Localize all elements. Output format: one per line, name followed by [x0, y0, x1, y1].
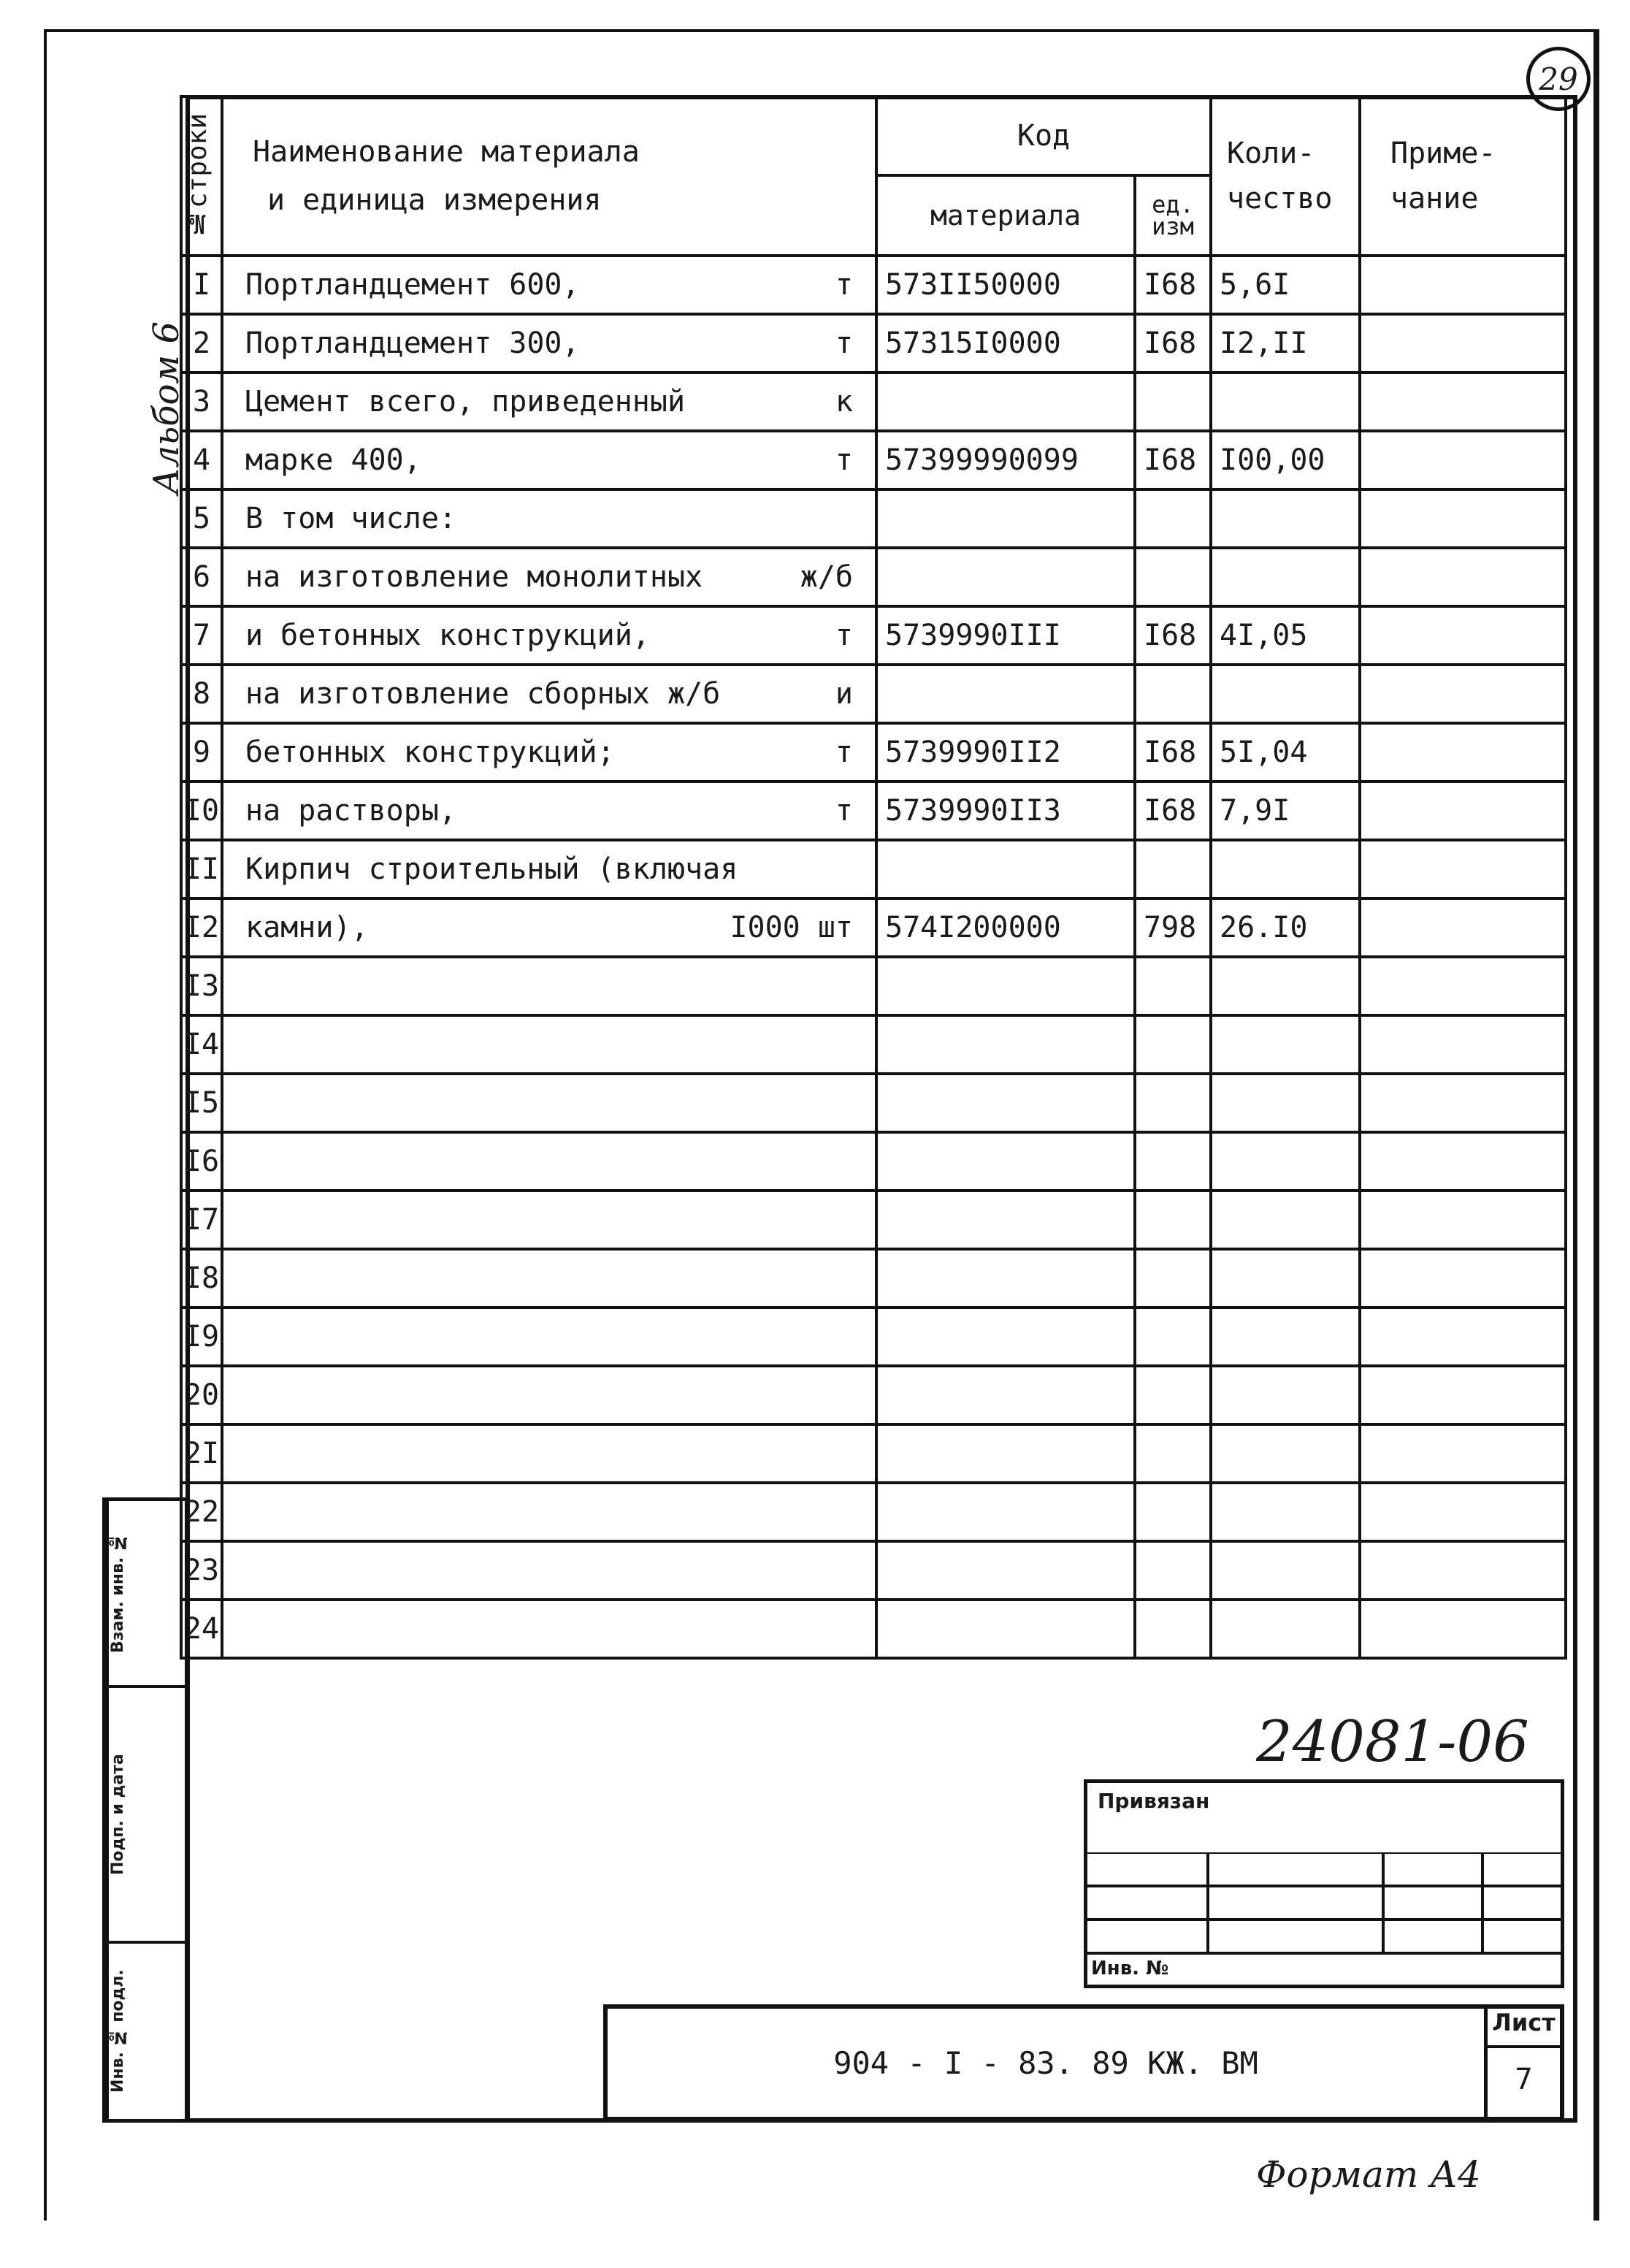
- row-unit: т: [835, 443, 853, 477]
- row-number: I0: [181, 782, 222, 840]
- row-note: [1360, 1366, 1566, 1424]
- row-name: [222, 1541, 876, 1600]
- row-name-text: бетонных конструкций;: [245, 736, 615, 769]
- table-row: [181, 723, 1566, 782]
- table-row: [181, 431, 1566, 489]
- row-name: [222, 898, 876, 957]
- row-qty: [1211, 373, 1360, 431]
- list-cell: [1484, 2009, 1560, 2117]
- row-number: I2: [181, 898, 222, 957]
- row-name: [222, 1074, 876, 1132]
- header-qty: [1211, 96, 1360, 256]
- row-qty: [1211, 1483, 1360, 1541]
- row-name: [222, 489, 876, 548]
- row-qty: [1211, 1424, 1360, 1483]
- row-name-text: и бетонных конструкций,: [245, 619, 650, 652]
- row-name-text: Портландцемент 300,: [245, 327, 580, 360]
- row-note: [1360, 1015, 1566, 1074]
- row-code: [876, 1366, 1135, 1424]
- row-note: [1360, 1541, 1566, 1600]
- row-note: [1360, 1424, 1566, 1483]
- row-code: [876, 1015, 1135, 1074]
- row-code: [876, 1307, 1135, 1366]
- table-row: [181, 1015, 1566, 1074]
- row-uom: [1135, 1424, 1211, 1483]
- row-qty: [1211, 1132, 1360, 1191]
- table-row: [181, 665, 1566, 723]
- row-code: [876, 1132, 1135, 1191]
- row-qty: [1211, 1015, 1360, 1074]
- row-name: [222, 665, 876, 723]
- row-qty: [1211, 665, 1360, 723]
- row-note: [1360, 957, 1566, 1015]
- row-name: [222, 723, 876, 782]
- header-name: [222, 96, 876, 256]
- row-note: [1360, 373, 1566, 431]
- row-uom: [1135, 957, 1211, 1015]
- row-qty: I00,00: [1211, 431, 1360, 489]
- row-unit: к: [835, 385, 853, 419]
- row-number: 24: [181, 1600, 222, 1658]
- header-qty-line2: чество: [1227, 182, 1333, 215]
- row-name-text: Цемент всего, приведенный: [245, 385, 686, 419]
- row-name: [222, 1132, 876, 1191]
- row-uom: [1135, 1600, 1211, 1658]
- row-note: [1360, 1249, 1566, 1307]
- row-name: [222, 1424, 876, 1483]
- list-value: 7: [1515, 2063, 1533, 2096]
- row-name: [222, 548, 876, 606]
- side-stamp: [102, 1497, 188, 2123]
- row-uom: I68: [1135, 723, 1211, 782]
- row-qty: [1211, 489, 1360, 548]
- row-note: [1360, 782, 1566, 840]
- row-note: [1360, 1600, 1566, 1658]
- row-note: [1360, 1483, 1566, 1541]
- row-name: [222, 1366, 876, 1424]
- table-row: [181, 1366, 1566, 1424]
- row-uom: [1135, 1541, 1211, 1600]
- row-code: 57315I0000: [876, 314, 1135, 373]
- header-code-material-text: материала: [930, 199, 1081, 232]
- row-code: [876, 489, 1135, 548]
- row-qty: [1211, 1307, 1360, 1366]
- row-code: [876, 373, 1135, 431]
- header-name-line1: Наименование материала: [253, 135, 640, 169]
- row-name-text: Кирпич строительный (включая: [245, 852, 738, 886]
- header-name-line2: и единица измерения: [267, 183, 602, 217]
- row-unit: т: [835, 268, 853, 302]
- row-qty: 26.I0: [1211, 898, 1360, 957]
- row-unit: т: [835, 619, 853, 652]
- row-code: [876, 1541, 1135, 1600]
- row-name: [222, 373, 876, 431]
- header-row-no: [181, 96, 222, 256]
- row-uom: [1135, 665, 1211, 723]
- row-qty: [1211, 1191, 1360, 1249]
- row-code: [876, 1074, 1135, 1132]
- row-name: [222, 840, 876, 898]
- header-code-unit: [1135, 175, 1211, 256]
- row-code: [876, 1191, 1135, 1249]
- row-unit: I000 шт: [730, 911, 853, 944]
- row-name-text: Портландцемент 600,: [245, 268, 580, 302]
- row-qty: 5I,04: [1211, 723, 1360, 782]
- row-number: I6: [181, 1132, 222, 1191]
- row-name: [222, 1307, 876, 1366]
- row-code: [876, 840, 1135, 898]
- header-row-no-text: №строки: [183, 113, 213, 239]
- row-uom: [1135, 1249, 1211, 1307]
- row-code: 5739990II2: [876, 723, 1135, 782]
- row-code: [876, 1424, 1135, 1483]
- row-name: [222, 1483, 876, 1541]
- row-note: [1360, 1132, 1566, 1191]
- row-number: 20: [181, 1366, 222, 1424]
- row-number: 7: [181, 606, 222, 665]
- row-unit: ж/б: [800, 560, 853, 594]
- side-cell-vzam: [106, 1501, 185, 1688]
- row-number: I3: [181, 957, 222, 1015]
- row-name: [222, 1600, 876, 1658]
- row-uom: I68: [1135, 782, 1211, 840]
- row-uom: [1135, 1191, 1211, 1249]
- list-label: Лист: [1488, 2009, 1560, 2048]
- header-code-material: [876, 175, 1135, 256]
- table-row: [181, 1132, 1566, 1191]
- row-code: [876, 1249, 1135, 1307]
- row-uom: [1135, 1307, 1211, 1366]
- row-number: 8: [181, 665, 222, 723]
- album-label: Альбом 6: [146, 321, 187, 495]
- row-qty: 7,9I: [1211, 782, 1360, 840]
- side-label-vzam: Взам. инв. №: [106, 1501, 141, 1685]
- row-name-text: на изготовление монолитных: [245, 560, 703, 594]
- sheet-circle-number: 29: [1526, 47, 1591, 111]
- row-name: [222, 782, 876, 840]
- row-note: [1360, 665, 1566, 723]
- table-row: [181, 1249, 1566, 1307]
- row-number: 5: [181, 489, 222, 548]
- row-name-text: В том числе:: [245, 502, 456, 535]
- table-row: [181, 314, 1566, 373]
- row-uom: I68: [1135, 606, 1211, 665]
- row-name: [222, 431, 876, 489]
- header-code-text: Код: [1017, 119, 1071, 153]
- row-uom: I68: [1135, 314, 1211, 373]
- side-label-podp: Подп. и дата: [106, 1688, 141, 1941]
- row-number: 3: [181, 373, 222, 431]
- header-code-unit-text: ед. изм: [1152, 191, 1194, 240]
- row-number: II: [181, 840, 222, 898]
- row-qty: [1211, 1541, 1360, 1600]
- row-uom: [1135, 548, 1211, 606]
- header-note: [1360, 96, 1566, 256]
- row-uom: [1135, 1074, 1211, 1132]
- row-note: [1360, 431, 1566, 489]
- row-code: [876, 665, 1135, 723]
- row-name: [222, 1249, 876, 1307]
- table-row: [181, 489, 1566, 548]
- table-row: [181, 1191, 1566, 1249]
- table-row: [181, 840, 1566, 898]
- table-row: [181, 898, 1566, 957]
- header-code: [876, 96, 1211, 175]
- row-number: 6: [181, 548, 222, 606]
- row-unit: и: [835, 677, 853, 711]
- row-qty: [1211, 957, 1360, 1015]
- materials-table: [180, 95, 1567, 1660]
- table-row: [181, 1074, 1566, 1132]
- row-qty: 5,6I: [1211, 256, 1360, 314]
- row-code: 573II50000: [876, 256, 1135, 314]
- header-note-line1: Приме-: [1390, 137, 1496, 170]
- row-code: 574I200000: [876, 898, 1135, 957]
- row-qty: [1211, 1249, 1360, 1307]
- row-name: [222, 606, 876, 665]
- row-name-text: камни),: [245, 911, 369, 944]
- row-note: [1360, 548, 1566, 606]
- row-uom: [1135, 1015, 1211, 1074]
- row-name-text: марке 400,: [245, 443, 421, 477]
- row-name-text: на изготовление сборных ж/б: [245, 677, 721, 711]
- table-row: [181, 256, 1566, 314]
- header-note-line2: чание: [1390, 182, 1479, 215]
- row-qty: [1211, 1366, 1360, 1424]
- row-note: [1360, 314, 1566, 373]
- row-number: I9: [181, 1307, 222, 1366]
- row-number: I5: [181, 1074, 222, 1132]
- row-note: [1360, 1074, 1566, 1132]
- table-row: [181, 373, 1566, 431]
- row-uom: 798: [1135, 898, 1211, 957]
- format-label: Формат А4: [1256, 2153, 1481, 2196]
- row-uom: [1135, 489, 1211, 548]
- table-row: [181, 957, 1566, 1015]
- row-code: [876, 548, 1135, 606]
- row-note: [1360, 898, 1566, 957]
- row-number: 2I: [181, 1424, 222, 1483]
- row-number: 4: [181, 431, 222, 489]
- row-uom: I68: [1135, 256, 1211, 314]
- side-cell-podp: [106, 1688, 185, 1944]
- row-note: [1360, 840, 1566, 898]
- row-number: I7: [181, 1191, 222, 1249]
- table-row: [181, 1307, 1566, 1366]
- table-row: [181, 782, 1566, 840]
- row-uom: I68: [1135, 431, 1211, 489]
- row-name: [222, 1191, 876, 1249]
- row-unit: т: [835, 327, 853, 360]
- doc-code-box: [603, 2004, 1564, 2121]
- row-code: 5739990III: [876, 606, 1135, 665]
- table-row: [181, 548, 1566, 606]
- table-row: [181, 1600, 1566, 1658]
- row-name: [222, 314, 876, 373]
- privyazan-label: Привязан: [1098, 1789, 1210, 1813]
- row-uom: [1135, 840, 1211, 898]
- handwritten-number: 24081-06: [1256, 1709, 1529, 1775]
- row-uom: [1135, 1366, 1211, 1424]
- row-number: 2: [181, 314, 222, 373]
- row-name: [222, 256, 876, 314]
- row-code: [876, 1483, 1135, 1541]
- row-code: 5739990II3: [876, 782, 1135, 840]
- row-note: [1360, 489, 1566, 548]
- row-qty: [1211, 1600, 1360, 1658]
- doc-code: 904 - I - 83. 89 КЖ. ВМ: [833, 2044, 1258, 2081]
- row-code: 57399990099: [876, 431, 1135, 489]
- row-name: [222, 1015, 876, 1074]
- row-number: 9: [181, 723, 222, 782]
- row-uom: [1135, 1132, 1211, 1191]
- row-name: [222, 957, 876, 1015]
- row-qty: I2,II: [1211, 314, 1360, 373]
- row-note: [1360, 1307, 1566, 1366]
- table-row: [181, 1541, 1566, 1600]
- row-note: [1360, 256, 1566, 314]
- row-qty: 4I,05: [1211, 606, 1360, 665]
- row-note: [1360, 606, 1566, 665]
- table-row: [181, 606, 1566, 665]
- row-unit: т: [835, 736, 853, 769]
- side-cell-inv: [106, 1944, 185, 2119]
- row-uom: [1135, 1483, 1211, 1541]
- inv-no-label: Инв. №: [1091, 1958, 1169, 1979]
- table-row: [181, 1424, 1566, 1483]
- row-code: [876, 1600, 1135, 1658]
- row-name-text: на растворы,: [245, 794, 456, 828]
- row-uom: [1135, 373, 1211, 431]
- row-number: 22: [181, 1483, 222, 1541]
- row-number: I4: [181, 1015, 222, 1074]
- row-qty: [1211, 1074, 1360, 1132]
- row-qty: [1211, 548, 1360, 606]
- row-note: [1360, 723, 1566, 782]
- row-note: [1360, 1191, 1566, 1249]
- header-qty-line1: Коли-: [1227, 137, 1315, 170]
- side-label-inv: Инв. № подл.: [106, 1944, 141, 2119]
- row-unit: т: [835, 794, 853, 828]
- row-number: 23: [181, 1541, 222, 1600]
- table-row: [181, 1483, 1566, 1541]
- row-number: I: [181, 256, 222, 314]
- row-number: I8: [181, 1249, 222, 1307]
- row-code: [876, 957, 1135, 1015]
- row-qty: [1211, 840, 1360, 898]
